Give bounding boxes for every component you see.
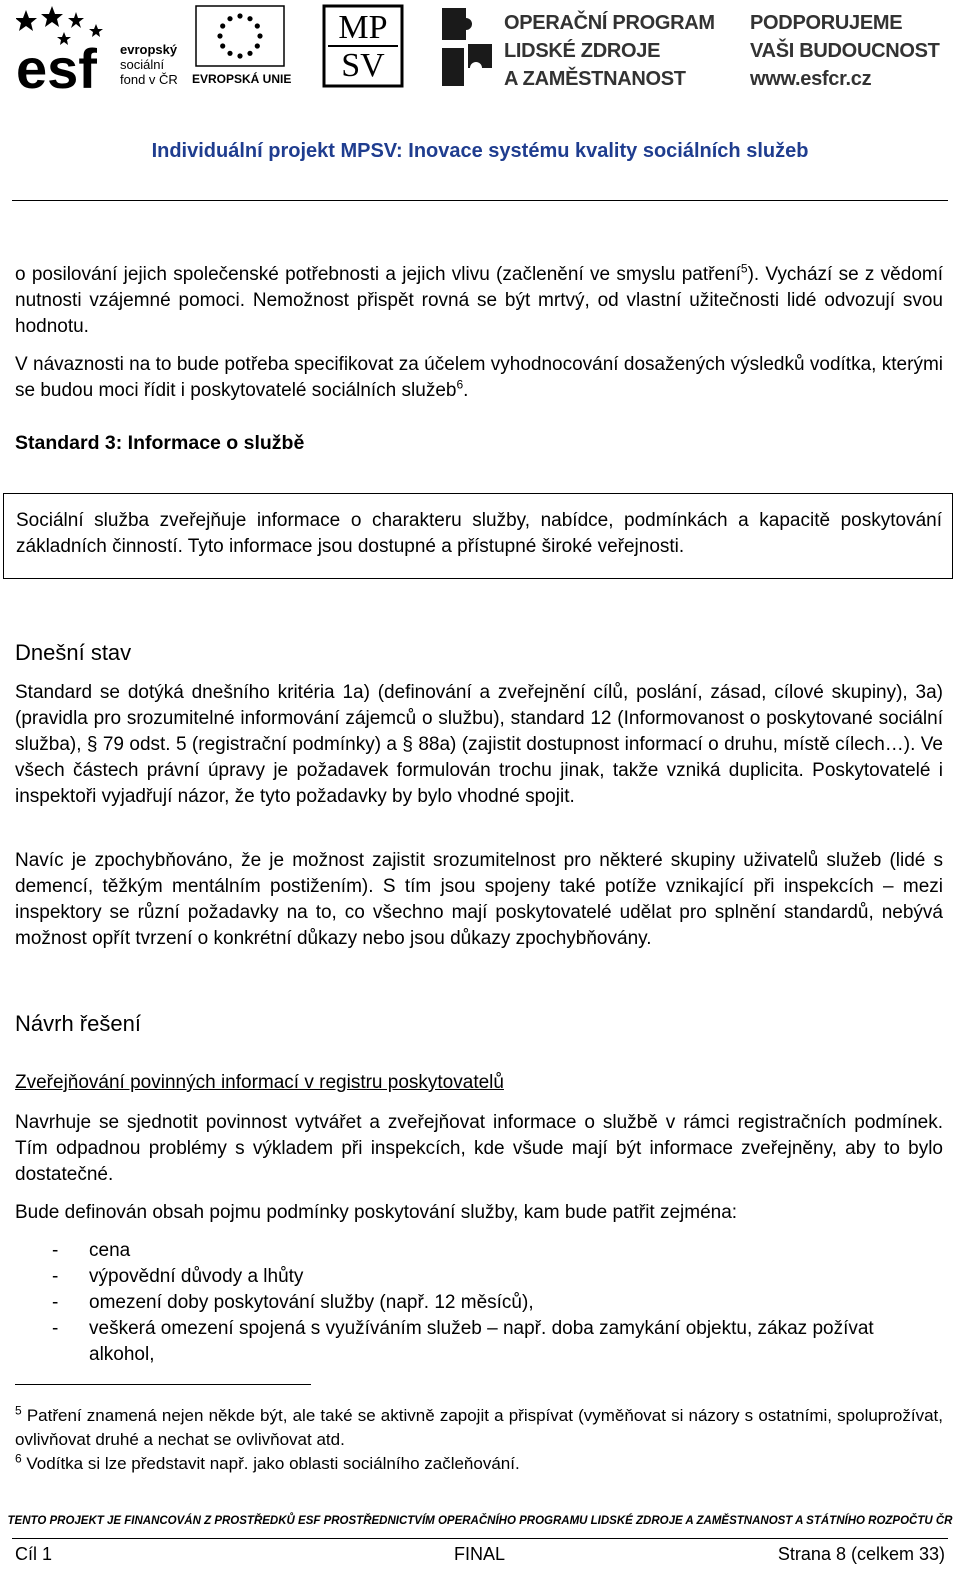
paragraph-text: ). Vychází se z vědomí nutnosti vzájemné pomoci. Nemožnost přispět rovná se být mrtvý, od vlastní užitečnosti lidé odvozují svou hodnotu.	[15, 264, 943, 337]
document-title: Individuální projekt MPSV: Inovace systému kvality sociálních služeb	[151, 140, 809, 162]
list-bullet: -	[52, 1318, 59, 1339]
list-item-text: cena	[89, 1240, 131, 1261]
paragraph-text: .	[463, 380, 469, 401]
slogan-url: www.esfcr.cz	[750, 68, 872, 90]
mpsv-logo	[322, 4, 404, 88]
footnotes	[15, 1404, 943, 1476]
esf-label-line: fond v ČR	[120, 72, 178, 87]
paragraph: Bude definován obsah pojmu podmínky poskytování služby, kam bude patřit zejména:	[15, 1202, 738, 1223]
op-line: LIDSKÉ ZDROJE	[504, 40, 661, 62]
standard-box	[3, 493, 953, 579]
paragraph	[15, 352, 943, 404]
footnote	[15, 1452, 943, 1476]
footnote-text: Patření znamená nejen někde být, ale také se aktivně zapojit a přispívat (vyměňovat si názory s ostatními, spoluprožívat, ovlivňovat druhé a nechat se ovlivňovat atd.	[15, 1406, 943, 1449]
footnote-text: Vodítka si lze představit např. jako oblasti sociálního začleňování.	[21, 1454, 520, 1473]
paragraph-text: o posilování jejich společenské potřebnosti a jejich vlivu (začlenění ve smyslu patření	[15, 264, 741, 285]
slogan-logo	[750, 10, 950, 90]
list-item-text: výpovědní důvody a lhůty	[89, 1266, 304, 1287]
list-bullet: -	[52, 1240, 59, 1261]
slogan-line: VAŠI BUDOUCNOST	[750, 40, 940, 62]
footnote-number: 5	[15, 1403, 22, 1418]
mpsv-bottom-text: SV	[341, 47, 385, 84]
footer-goal: Cíl 1	[15, 1544, 53, 1564]
esf-label-line: sociální	[120, 57, 165, 72]
list-item	[15, 1316, 943, 1368]
paragraph: Standard se dotýká dnešního kritéria 1a) (definování a zveřejnění cílů, poslání, zásad, cílové skupiny), 3a) (pravidla pro srozumitelné informování zájemců o službu), standard 12 (Informovanost o poskytované sociální služba), § 79 odst. 5 (registrační podmínky) a § 88a) (zajistit dostupnost informací o druhu, místě cílech…). Ve všech částech právní úpravy je požadavek formulován trochu jinak, takže vzniká duplicita. Poskytovatelé i inspektoři vyjadřují názor, že tyto požadavky by bylo vhodné spojit.	[15, 682, 943, 807]
esf-label-line: evropský	[120, 42, 178, 57]
slogan-line: PODPORUJEME	[750, 12, 903, 34]
header-logos	[0, 0, 960, 100]
paragraph-text: V návaznosti na to bude potřeba specifikovat za účelem vyhodnocování dosažených výsledků vodítka, kterými se budou moci řídit i poskytovatelé sociálních služeb	[15, 354, 943, 401]
footnote-number: 6	[15, 1451, 22, 1466]
op-line: OPERAČNÍ PROGRAM	[504, 12, 715, 34]
list-item-text: omezení doby poskytování služby (např. 12 měsíců),	[89, 1292, 534, 1313]
header-divider	[12, 200, 948, 201]
paragraph	[15, 262, 943, 340]
standard-box-text: Sociální služba zveřejňuje informace o charakteru služby, nabídce, podmínkách a kapacitě poskytování základních činností. Tyto informace jsou dostupné a přístupné široké veřejnosti.	[16, 510, 942, 557]
financing-note: TENTO PROJEKT JE FINANCOVÁN Z PROSTŘEDKŮ ESF PROSTŘEDNICTVÍM OPERAČNÍHO PROGRAMU LIDSKÉ ZDROJE A ZAMĚSTNANOST A STÁTNÍHO ROZPOČTU ČR	[7, 1515, 953, 1527]
footnote-divider	[15, 1384, 311, 1385]
list-item	[15, 1290, 943, 1316]
eu-flag-icon	[190, 4, 290, 68]
subsection-heading: Zveřejňování povinných informací v registru poskytovatelů	[15, 1072, 504, 1093]
list-item	[15, 1238, 943, 1264]
puzzle-icon	[438, 4, 498, 90]
section-heading: Návrh řešení	[15, 1011, 141, 1036]
paragraph: Navrhuje se sjednotit povinnost vytvářet a zveřejňovat informace o službě v rámci registračních podmínek. Tím odpadnou problémy s výkladem při inspekcích, kde všude mají být informace zveřejněny, aby to bylo dostatečné.	[15, 1112, 943, 1185]
footnote-ref: 5	[740, 261, 748, 276]
list-bullet: -	[52, 1266, 59, 1287]
conditions-list	[15, 1238, 943, 1368]
list-bullet: -	[52, 1292, 59, 1313]
standard-heading: Standard 3: Informace o službě	[15, 432, 305, 454]
footnote	[15, 1404, 943, 1452]
footer-status: FINAL	[454, 1544, 506, 1564]
eu-label: EVROPSKÁ UNIE	[192, 72, 292, 86]
footnote-ref: 6	[456, 377, 464, 392]
page-number: Strana 8 (celkem 33)	[777, 1544, 945, 1564]
footer-divider	[12, 1538, 948, 1539]
eu-logo	[190, 4, 290, 92]
op-logo	[438, 4, 728, 90]
svg-text:esf: esf	[16, 37, 97, 92]
mpsv-top-text: MP	[338, 9, 388, 46]
list-item	[15, 1264, 943, 1290]
esf-logo	[16, 4, 186, 92]
list-item-text: veškerá omezení spojená s využíváním služeb – např. doba zamykání objektu, zákaz požívat alkohol,	[89, 1318, 874, 1365]
section-heading: Dnešní stav	[15, 640, 132, 665]
paragraph: Navíc je zpochybňováno, že je možnost zajistit srozumitelnost pro některé skupiny uživatelů služeb (lidé s demencí, těžkým mentálním postižením). S tím jsou spojeny také potíže vznikající při inspekcích – mezi inspektory se různí požadavky na to, co všechno mají poskytovatelé udělat pro splnění standardů, nebývá možnost opřít tvrzení o konkrétní důkazy nebo jsou důkazy zpochybňovány.	[15, 850, 943, 949]
op-line: A ZAMĚSTNANOST	[504, 68, 686, 90]
